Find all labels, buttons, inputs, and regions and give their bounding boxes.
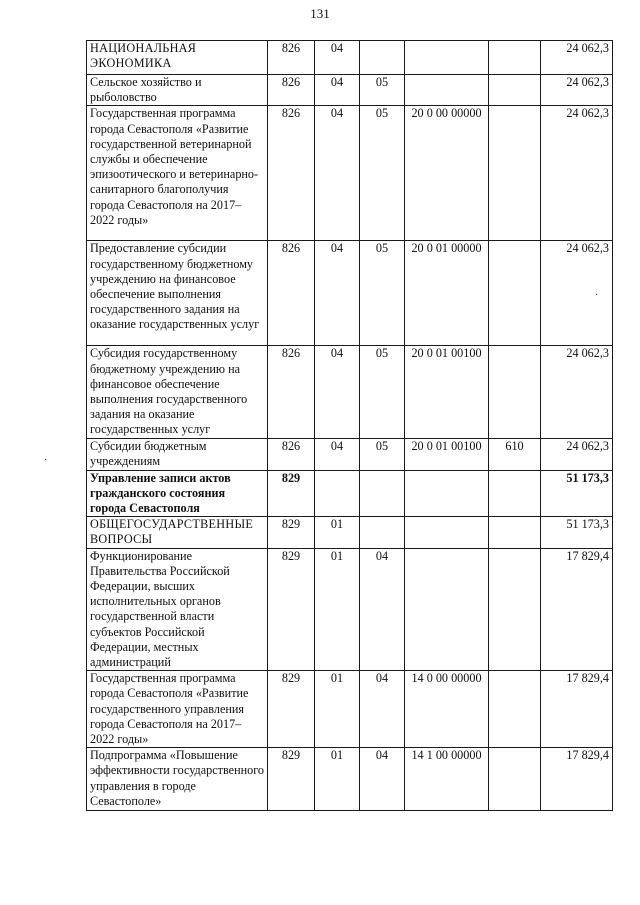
section-code: 04	[315, 241, 360, 346]
row-name: ОБЩЕГОСУДАРСТВЕННЫЕ ВОПРОСЫ	[87, 517, 268, 548]
target-article-code: 20 0 01 00100	[405, 438, 489, 470]
amount: 24 062,3	[541, 75, 613, 106]
scan-speck: ·	[595, 290, 599, 301]
row-name: НАЦИОНАЛЬНАЯ ЭКОНОМИКА	[87, 41, 268, 75]
amount: 24 062,3	[541, 438, 613, 470]
amount: 24 062,3	[541, 346, 613, 438]
scan-speck: ·	[44, 455, 48, 466]
expense-type-code	[489, 748, 541, 811]
amount: 24 062,3	[541, 41, 613, 75]
target-article-code	[405, 470, 489, 517]
expense-type-code	[489, 346, 541, 438]
target-article-code	[405, 41, 489, 75]
target-article-code: 20 0 00 00000	[405, 106, 489, 241]
amount: 24 062,3	[541, 241, 613, 346]
section-code: 01	[315, 517, 360, 548]
amount: 17 829,4	[541, 548, 613, 671]
ministry-code: 826	[268, 241, 315, 346]
budget-table	[86, 40, 613, 811]
table-row	[87, 75, 613, 106]
expense-type-code: 610	[489, 438, 541, 470]
ministry-code: 829	[268, 470, 315, 517]
subsection-code: 05	[360, 346, 405, 438]
amount: 51 173,3	[541, 470, 613, 517]
page-number: 131	[310, 6, 330, 21]
expense-type-code	[489, 75, 541, 106]
subsection-code	[360, 470, 405, 517]
table-row	[87, 548, 613, 671]
table-row	[87, 106, 613, 241]
expense-type-code	[489, 517, 541, 548]
table-body	[87, 41, 613, 811]
table-row	[87, 346, 613, 438]
section-code: 04	[315, 75, 360, 106]
subsection-code: 04	[360, 548, 405, 671]
subsection-code: 05	[360, 241, 405, 346]
section-code: 04	[315, 106, 360, 241]
table-row	[87, 748, 613, 811]
row-name: Государственная программа города Севастополя «Развитие государственной ветеринарной службы и обеспечение эпизоотического и ветеринарно-санитарного благополучия города Севастополя на 2017–2022 годы»	[87, 106, 268, 241]
amount: 17 829,4	[541, 671, 613, 748]
row-name: Сельское хозяйство и рыболовство	[87, 75, 268, 106]
ministry-code: 829	[268, 671, 315, 748]
subsection-code: 05	[360, 106, 405, 241]
section-code: 04	[315, 41, 360, 75]
table-row	[87, 438, 613, 470]
section-code: 01	[315, 748, 360, 811]
section-code: 04	[315, 438, 360, 470]
table-row	[87, 41, 613, 75]
row-name: Государственная программа города Севастополя «Развитие государственного управления города Севастополя на 2017–2022 годы»	[87, 671, 268, 748]
section-code: 04	[315, 346, 360, 438]
row-name: Предоставление субсидии государственному бюджетному учреждению на финансовое обеспечение выполнения государственного задания на оказание государственных услуг	[87, 241, 268, 346]
amount: 17 829,4	[541, 748, 613, 811]
amount: 51 173,3	[541, 517, 613, 548]
section-code: 01	[315, 671, 360, 748]
expense-type-code	[489, 671, 541, 748]
target-article-code: 14 1 00 00000	[405, 748, 489, 811]
ministry-code: 826	[268, 75, 315, 106]
expense-type-code	[489, 548, 541, 671]
ministry-code: 826	[268, 106, 315, 241]
row-name: Подпрограмма «Повышение эффективности государственного управления в городе Севастополе»	[87, 748, 268, 811]
target-article-code	[405, 517, 489, 548]
subsection-code: 05	[360, 438, 405, 470]
expense-type-code	[489, 106, 541, 241]
target-article-code: 14 0 00 00000	[405, 671, 489, 748]
table-row	[87, 241, 613, 346]
subsection-code	[360, 517, 405, 548]
row-name: Субсидия государственному бюджетному учреждению на финансовое обеспечение выполнения государственного задания на оказание государственных услуг	[87, 346, 268, 438]
row-name: Управление записи актов гражданского состояния города Севастополя	[87, 470, 268, 517]
expense-type-code	[489, 470, 541, 517]
table-row	[87, 671, 613, 748]
subsection-code: 04	[360, 671, 405, 748]
subsection-code: 04	[360, 748, 405, 811]
expense-type-code	[489, 41, 541, 75]
table-row	[87, 470, 613, 517]
ministry-code: 826	[268, 346, 315, 438]
amount: 24 062,3	[541, 106, 613, 241]
subsection-code	[360, 41, 405, 75]
row-name: Функционирование Правительства Российской Федерации, высших исполнительных органов государственной власти субъектов Российской Федерации, местных администраций	[87, 548, 268, 671]
target-article-code	[405, 548, 489, 671]
target-article-code: 20 0 01 00000	[405, 241, 489, 346]
table-row	[87, 517, 613, 548]
section-code: 01	[315, 548, 360, 671]
row-name: Субсидии бюджетным учреждениям	[87, 438, 268, 470]
subsection-code: 05	[360, 75, 405, 106]
ministry-code: 829	[268, 517, 315, 548]
target-article-code	[405, 75, 489, 106]
ministry-code: 826	[268, 438, 315, 470]
section-code	[315, 470, 360, 517]
target-article-code: 20 0 01 00100	[405, 346, 489, 438]
expense-type-code	[489, 241, 541, 346]
ministry-code: 826	[268, 41, 315, 75]
ministry-code: 829	[268, 748, 315, 811]
ministry-code: 829	[268, 548, 315, 671]
